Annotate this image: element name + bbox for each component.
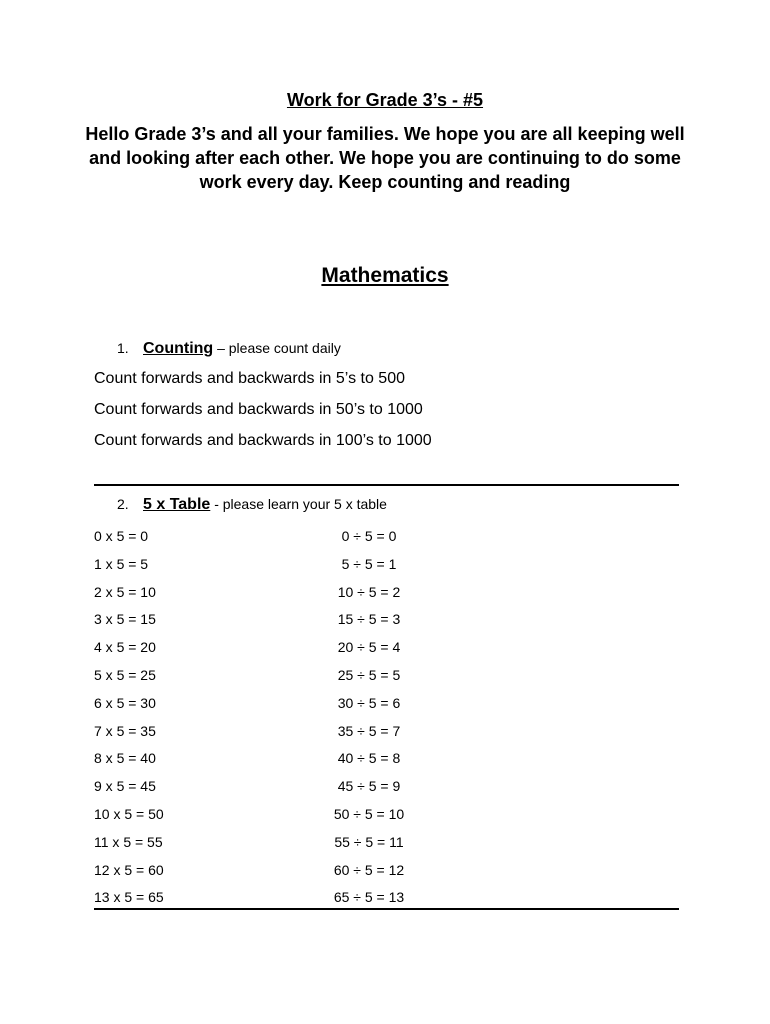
multiplication-fact: 0 x 5 = 0 — [94, 528, 149, 544]
division-fact: 10 ÷ 5 = 2 — [337, 583, 401, 600]
counting-section-heading — [117, 340, 341, 358]
table-row — [94, 856, 679, 884]
section-instruction: – please count daily — [217, 340, 341, 356]
section-number: 2. — [117, 496, 129, 512]
counting-line: Count forwards and backwards in 50’s to 1000 — [94, 401, 423, 418]
section-number: 1. — [117, 340, 129, 356]
division-fact: 55 ÷ 5 = 11 — [334, 833, 404, 850]
division-fact: 30 ÷ 5 = 6 — [337, 694, 401, 711]
table-row — [94, 522, 679, 550]
table-row — [94, 605, 679, 633]
multiplication-fact: 3 x 5 = 15 — [94, 611, 156, 628]
division-fact: 40 ÷ 5 = 8 — [337, 750, 401, 767]
division-fact: 20 ÷ 5 = 4 — [337, 639, 401, 656]
multiplication-fact: 1 x 5 = 5 — [94, 555, 149, 572]
table-row — [94, 550, 679, 578]
division-fact: 50 ÷ 5 = 10 — [333, 805, 405, 822]
subject-heading: Mathematics — [321, 264, 449, 287]
division-fact: 65 ÷ 5 = 13 — [333, 889, 405, 906]
table-row — [94, 661, 679, 689]
division-fact: 35 ÷ 5 = 7 — [337, 722, 401, 739]
section-title: Counting — [143, 340, 214, 357]
table-row — [94, 578, 679, 606]
table-row — [94, 800, 679, 828]
times-table — [94, 522, 679, 911]
multiplication-fact: 8 x 5 = 40 — [94, 750, 156, 767]
table-row — [94, 744, 679, 772]
multiplication-fact: 10 x 5 = 50 — [94, 805, 164, 822]
table-row — [94, 633, 679, 661]
division-fact: 45 ÷ 5 = 9 — [337, 778, 401, 795]
multiplication-fact: 9 x 5 = 45 — [94, 778, 156, 795]
multiplication-fact: 4 x 5 = 20 — [94, 639, 156, 656]
table-row — [94, 828, 679, 856]
intro-paragraph: Hello Grade 3’s and all your families. We hope you are all keeping well and looking after each other. We hope you are continuing to do some work every day. Keep counting and reading — [85, 124, 685, 192]
multiplication-fact: 11 x 5 = 55 — [94, 833, 163, 850]
multiplication-fact: 5 x 5 = 25 — [94, 666, 156, 683]
table-row — [94, 772, 679, 800]
page-title: Work for Grade 3’s - #5 — [286, 90, 484, 110]
counting-line: Count forwards and backwards in 5’s to 500 — [94, 370, 405, 387]
division-fact: 60 ÷ 5 = 12 — [333, 861, 405, 878]
division-fact: 0 ÷ 5 = 0 — [341, 528, 397, 544]
division-fact: 15 ÷ 5 = 3 — [337, 611, 401, 628]
section-instruction: - please learn your 5 x table — [214, 496, 387, 512]
table-row — [94, 689, 679, 717]
division-fact: 25 ÷ 5 = 5 — [337, 666, 401, 683]
multiplication-fact: 6 x 5 = 30 — [94, 694, 156, 711]
section-title: 5 x Table — [143, 496, 211, 513]
times-table-section-heading — [117, 496, 387, 514]
multiplication-fact: 12 x 5 = 60 — [94, 861, 164, 878]
multiplication-fact: 13 x 5 = 65 — [94, 889, 164, 906]
table-row — [94, 717, 679, 745]
counting-line: Count forwards and backwards in 100’s to 1000 — [94, 432, 432, 449]
table-row — [94, 883, 679, 911]
multiplication-fact: 7 x 5 = 35 — [94, 722, 156, 739]
division-fact: 5 ÷ 5 = 1 — [341, 555, 397, 572]
section-divider — [94, 484, 679, 486]
multiplication-fact: 2 x 5 = 10 — [94, 583, 156, 600]
table-bottom-divider — [94, 908, 679, 910]
